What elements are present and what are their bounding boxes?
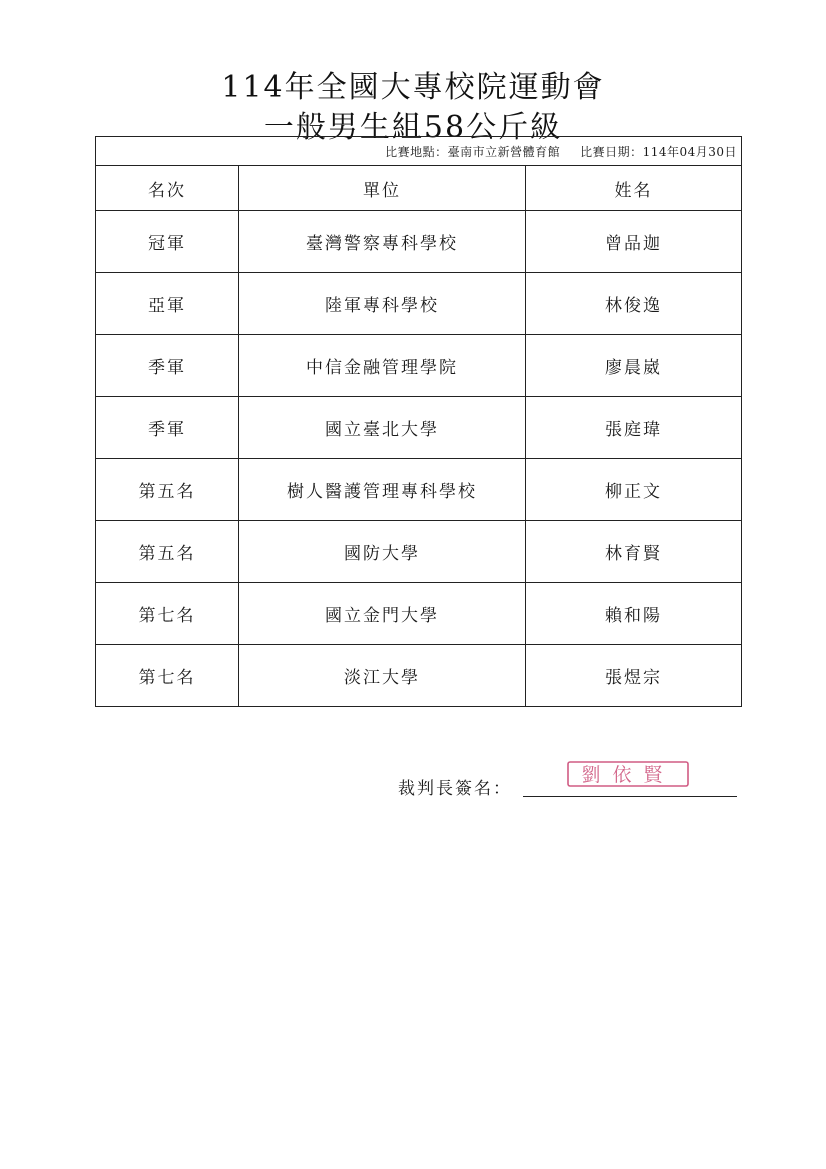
rank-cell: 季軍 <box>96 335 239 397</box>
rank-cell: 第五名 <box>96 521 239 583</box>
column-header-rank: 名次 <box>96 166 239 211</box>
unit-cell: 陸軍專科學校 <box>239 273 526 335</box>
seal-text: 劉依賢 <box>581 764 675 786</box>
referee-seal-stamp <box>566 760 690 788</box>
table-row <box>96 459 742 521</box>
rank-cell: 冠軍 <box>96 211 239 273</box>
unit-cell: 國立金門大學 <box>239 583 526 645</box>
name-cell: 廖晨崴 <box>526 335 742 397</box>
table-row <box>96 397 742 459</box>
column-header-unit: 單位 <box>239 166 526 211</box>
unit-cell: 國防大學 <box>239 521 526 583</box>
results-table <box>95 136 742 707</box>
header-row <box>96 166 742 211</box>
info-row <box>96 137 742 166</box>
rank-cell: 第五名 <box>96 459 239 521</box>
rank-cell: 季軍 <box>96 397 239 459</box>
unit-cell: 淡江大學 <box>239 645 526 707</box>
table-row <box>96 211 742 273</box>
date-text: 比賽日期：114年04月30日 <box>580 144 738 159</box>
unit-cell: 中信金融管理學院 <box>239 335 526 397</box>
name-cell: 張煜宗 <box>526 645 742 707</box>
rank-cell: 第七名 <box>96 645 239 707</box>
column-header-name: 姓名 <box>526 166 742 211</box>
unit-cell: 樹人醫護管理專科學校 <box>239 459 526 521</box>
unit-cell: 臺灣警察專科學校 <box>239 211 526 273</box>
signature-line <box>523 796 737 797</box>
rank-cell: 第七名 <box>96 583 239 645</box>
name-cell: 張庭瑋 <box>526 397 742 459</box>
table-row <box>96 335 742 397</box>
table-row <box>96 583 742 645</box>
name-cell: 林俊逸 <box>526 273 742 335</box>
rank-cell: 亞軍 <box>96 273 239 335</box>
document-title: 114年全國大專校院運動會 <box>221 70 605 105</box>
unit-cell: 國立臺北大學 <box>239 397 526 459</box>
info-cell <box>96 137 742 166</box>
name-cell: 曾品迦 <box>526 211 742 273</box>
name-cell: 柳正文 <box>526 459 742 521</box>
table-row <box>96 273 742 335</box>
table-row <box>96 645 742 707</box>
table-row <box>96 521 742 583</box>
venue-text: 比賽地點：臺南市立新營體育館 <box>385 144 561 159</box>
name-cell: 賴和陽 <box>526 583 742 645</box>
document-subtitle: 一般男生組58公斤級 <box>263 110 563 145</box>
referee-signature-label: 裁判長簽名： <box>398 779 512 799</box>
name-cell: 林育賢 <box>526 521 742 583</box>
